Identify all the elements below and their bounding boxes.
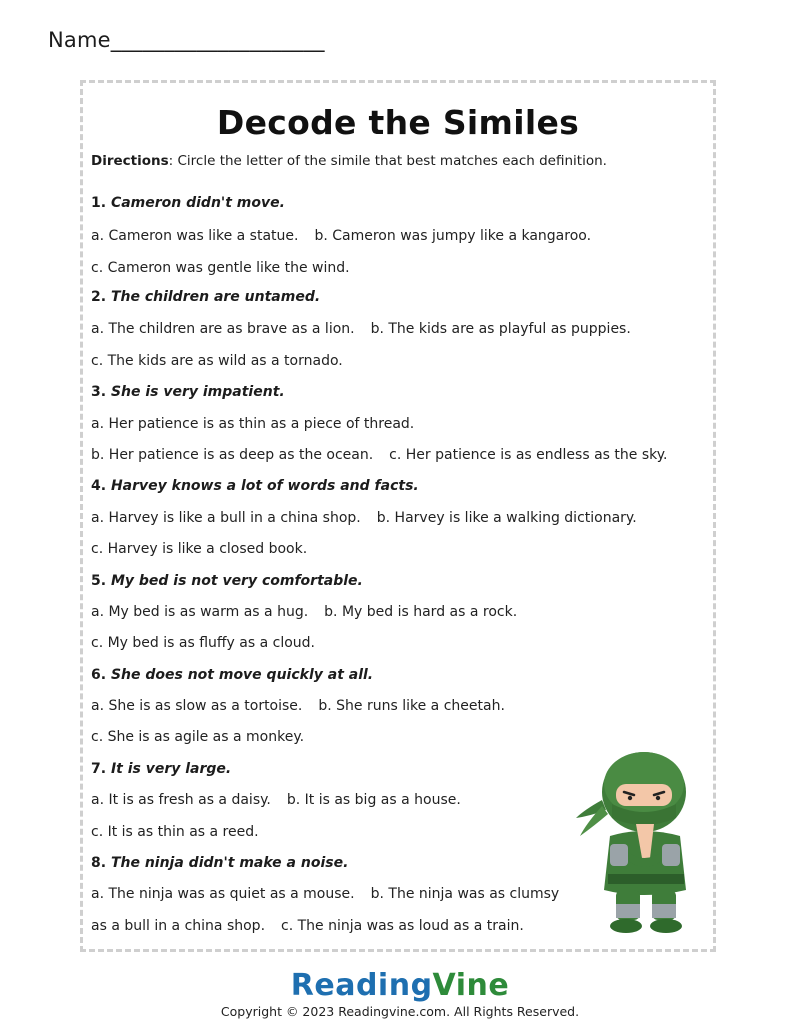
brand-logo bbox=[0, 968, 800, 1003]
option-4a[interactable]: a. Harvey is like a bull in a china shop. bbox=[91, 510, 361, 526]
question-6-options-line-2 bbox=[91, 729, 320, 745]
question-3-options-line-1 bbox=[91, 416, 430, 432]
option-2a[interactable]: a. The children are as brave as a lion. bbox=[91, 321, 355, 337]
question-1-options-line-2 bbox=[91, 260, 366, 276]
copyright-text: Copyright © 2023 Readingvine.com. All Rights Reserved. bbox=[220, 1004, 580, 1019]
question-2-options-line-1 bbox=[91, 321, 647, 337]
brand-logo-part-2: Vine bbox=[432, 968, 510, 1003]
directions-text: : Circle the letter of the simile that best matches each definition. bbox=[168, 153, 607, 169]
ninja-illustration-icon bbox=[572, 740, 722, 940]
option-3b[interactable]: b. Her patience is as deep as the ocean. bbox=[91, 447, 374, 463]
question-1-options-line-1 bbox=[91, 228, 607, 244]
question-6: 6. She does not move quickly at all. bbox=[91, 667, 374, 683]
question-5-options-line-1 bbox=[91, 604, 533, 620]
option-2c[interactable]: c. The kids are as wild as a tornado. bbox=[91, 353, 343, 369]
name-line: Name____________________ bbox=[48, 28, 325, 52]
option-4b[interactable]: b. Harvey is like a walking dictionary. bbox=[376, 510, 637, 526]
option-8c[interactable]: c. The ninja was as loud as a train. bbox=[281, 918, 524, 934]
option-7c[interactable]: c. It is as thin as a reed. bbox=[91, 824, 259, 840]
option-6c[interactable]: c. She is as agile as a monkey. bbox=[91, 729, 305, 745]
directions-label: Directions bbox=[91, 153, 169, 169]
option-7b[interactable]: b. It is as big as a house. bbox=[286, 792, 461, 808]
brand-logo-part-1: Reading bbox=[290, 968, 433, 1003]
question-4-options-line-1 bbox=[91, 510, 653, 526]
question-3-options-line-2 bbox=[91, 447, 683, 463]
option-5a[interactable]: a. My bed is as warm as a hug. bbox=[91, 604, 309, 620]
question-8-options-line-2 bbox=[91, 918, 540, 934]
directions bbox=[91, 153, 607, 169]
option-7a[interactable]: a. It is as fresh as a daisy. bbox=[91, 792, 271, 808]
option-2b[interactable]: b. The kids are as playful as puppies. bbox=[370, 321, 631, 337]
question-5-options-line-2 bbox=[91, 635, 331, 651]
option-5b[interactable]: b. My bed is hard as a rock. bbox=[324, 604, 518, 620]
option-8b-continued[interactable]: as a bull in a china shop. bbox=[91, 918, 266, 934]
question-7-options-line-1 bbox=[91, 792, 477, 808]
option-8b[interactable]: b. The ninja was as clumsy bbox=[370, 886, 560, 902]
question-4-options-line-2 bbox=[91, 541, 323, 557]
option-1c[interactable]: c. Cameron was gentle like the wind. bbox=[91, 260, 350, 276]
question-4: 4. Harvey knows a lot of words and facts. bbox=[91, 478, 419, 494]
question-5: 5. My bed is not very comfortable. bbox=[91, 573, 363, 589]
option-6a[interactable]: a. She is as slow as a tortoise. bbox=[91, 698, 303, 714]
option-4c[interactable]: c. Harvey is like a closed book. bbox=[91, 541, 308, 557]
option-3c[interactable]: c. Her patience is as endless as the sky. bbox=[389, 447, 668, 463]
option-1b[interactable]: b. Cameron was jumpy like a kangaroo. bbox=[314, 228, 592, 244]
option-6b[interactable]: b. She runs like a cheetah. bbox=[318, 698, 505, 714]
question-1: 1. Cameron didn't move. bbox=[91, 195, 285, 211]
question-3: 3. She is very impatient. bbox=[91, 384, 285, 400]
question-8: 8. The ninja didn't make a noise. bbox=[91, 855, 349, 871]
question-2: 2. The children are untamed. bbox=[91, 289, 321, 305]
question-6-options-line-1 bbox=[91, 698, 521, 714]
question-7: 7. It is very large. bbox=[91, 761, 232, 777]
option-3a[interactable]: a. Her patience is as thin as a piece of thread. bbox=[91, 416, 415, 432]
question-2-options-line-2 bbox=[91, 353, 359, 369]
option-8a[interactable]: a. The ninja was as quiet as a mouse. bbox=[91, 886, 355, 902]
question-7-options-line-2 bbox=[91, 824, 275, 840]
option-5c[interactable]: c. My bed is as fluffy as a cloud. bbox=[91, 635, 315, 651]
page-title: Decode the Similes bbox=[216, 103, 580, 142]
question-8-options-line-1 bbox=[91, 886, 575, 902]
option-1a[interactable]: a. Cameron was like a statue. bbox=[91, 228, 299, 244]
